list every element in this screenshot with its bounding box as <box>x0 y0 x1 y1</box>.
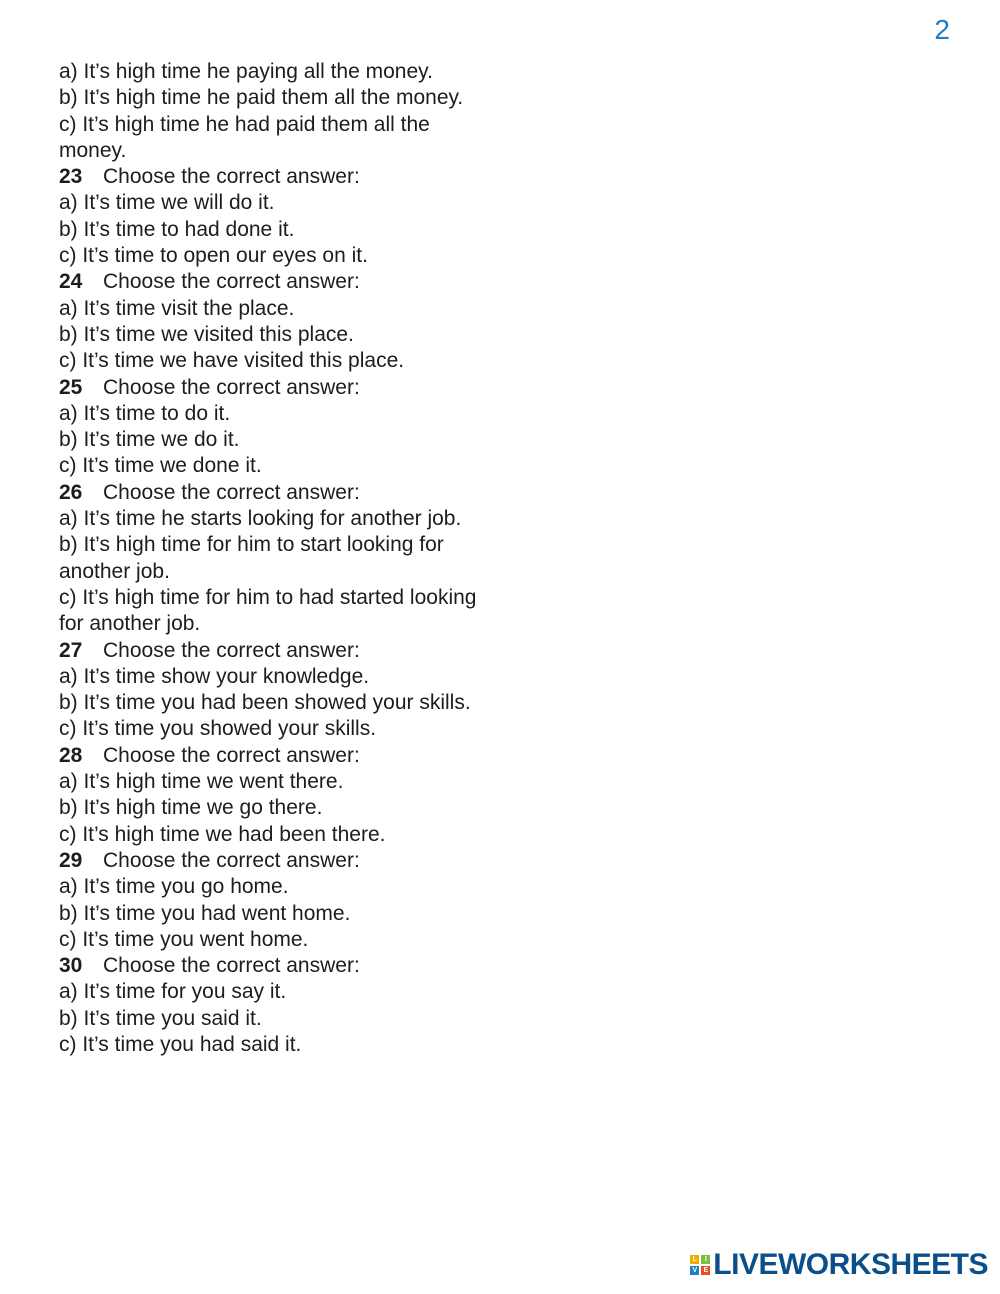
option-line: b) It’s high time we go there. <box>59 796 323 820</box>
option-line: a) It’s time you go home. <box>59 875 289 899</box>
option-line: a) It’s time we will do it. <box>59 191 275 215</box>
question-block <box>59 638 479 743</box>
question-number: 24 <box>59 270 83 294</box>
option-line: c) It’s time we have visited this place. <box>59 349 405 373</box>
option-line: c) It’s time we done it. <box>59 454 262 478</box>
option-line: a) It’s time to do it. <box>59 401 231 425</box>
logo-mark-letter: L <box>690 1255 699 1264</box>
question-block <box>59 480 479 638</box>
option-line: b) It’s high time for him to start looking for another job. <box>59 533 444 583</box>
option-line: a) It’s time he starts looking for another job. <box>59 507 462 531</box>
question-prompt: Choose the correct answer: <box>103 638 360 662</box>
question-prompt: Choose the correct answer: <box>103 954 360 978</box>
question-prompt: Choose the correct answer: <box>103 480 360 504</box>
question-block <box>59 269 479 374</box>
option-line: c) It’s time you went home. <box>59 927 309 951</box>
option-line: c) It’s high time for him to had started looking for another job. <box>59 585 477 636</box>
question-number: 26 <box>59 480 83 504</box>
intro-options <box>59 59 479 164</box>
logo-mark-letter: E <box>701 1266 710 1275</box>
logo-mark-letter: V <box>690 1266 699 1275</box>
question-number: 30 <box>59 954 83 978</box>
question-block <box>59 164 479 269</box>
option-line: b) It’s time you said it. <box>59 1006 262 1030</box>
option-line: a) It’s time for you say it. <box>59 980 287 1004</box>
question-number: 28 <box>59 743 83 767</box>
page-number: 2 <box>934 14 950 45</box>
option-line: c) It’s time you showed your skills. <box>59 717 377 741</box>
option-line: b) It’s time you had been showed your skills. <box>59 691 471 715</box>
question-header <box>59 743 479 769</box>
option-line: c) It’s time to open our eyes on it. <box>59 244 368 268</box>
question-number: 25 <box>59 375 83 399</box>
liveworksheets-logo <box>690 1250 988 1280</box>
question-number: 29 <box>59 848 83 872</box>
option-line: a) It’s high time we went there. <box>59 770 344 794</box>
option-line: a) It’s time show your knowledge. <box>59 664 370 688</box>
logo-text: LIVEWORKSHEETS <box>713 1248 988 1281</box>
option-line: b) It’s high time he paid them all the money. <box>59 86 464 110</box>
option-line: b) It’s time to had done it. <box>59 217 295 241</box>
question-header <box>59 269 479 295</box>
option-line: c) It’s high time he had paid them all the money. <box>59 112 430 162</box>
logo-mark-icon <box>690 1255 710 1275</box>
question-header <box>59 953 479 979</box>
question-block <box>59 375 479 480</box>
question-prompt: Choose the correct answer: <box>103 743 360 767</box>
question-prompt: Choose the correct answer: <box>103 165 360 189</box>
option-line: b) It’s time we do it. <box>59 428 240 452</box>
question-header <box>59 375 479 401</box>
question-header <box>59 480 479 506</box>
question-block <box>59 743 479 848</box>
option-line: a) It’s high time he paying all the money. <box>59 60 433 83</box>
logo-mark-letter: I <box>701 1255 710 1264</box>
question-block <box>59 953 479 1058</box>
option-line: c) It’s high time we had been there. <box>59 822 386 846</box>
question-block <box>59 848 479 953</box>
worksheet-content <box>59 59 479 1058</box>
option-line: b) It’s time you had went home. <box>59 901 351 925</box>
question-prompt: Choose the correct answer: <box>103 270 360 294</box>
question-list <box>59 164 479 1058</box>
question-header <box>59 638 479 664</box>
question-header <box>59 848 479 874</box>
option-line: a) It’s time visit the place. <box>59 296 295 320</box>
question-header <box>59 164 479 190</box>
question-prompt: Choose the correct answer: <box>103 375 360 399</box>
question-prompt: Choose the correct answer: <box>103 848 360 872</box>
option-line: b) It’s time we visited this place. <box>59 322 354 346</box>
question-number: 23 <box>59 165 83 189</box>
option-line: c) It’s time you had said it. <box>59 1032 302 1056</box>
question-number: 27 <box>59 638 83 662</box>
